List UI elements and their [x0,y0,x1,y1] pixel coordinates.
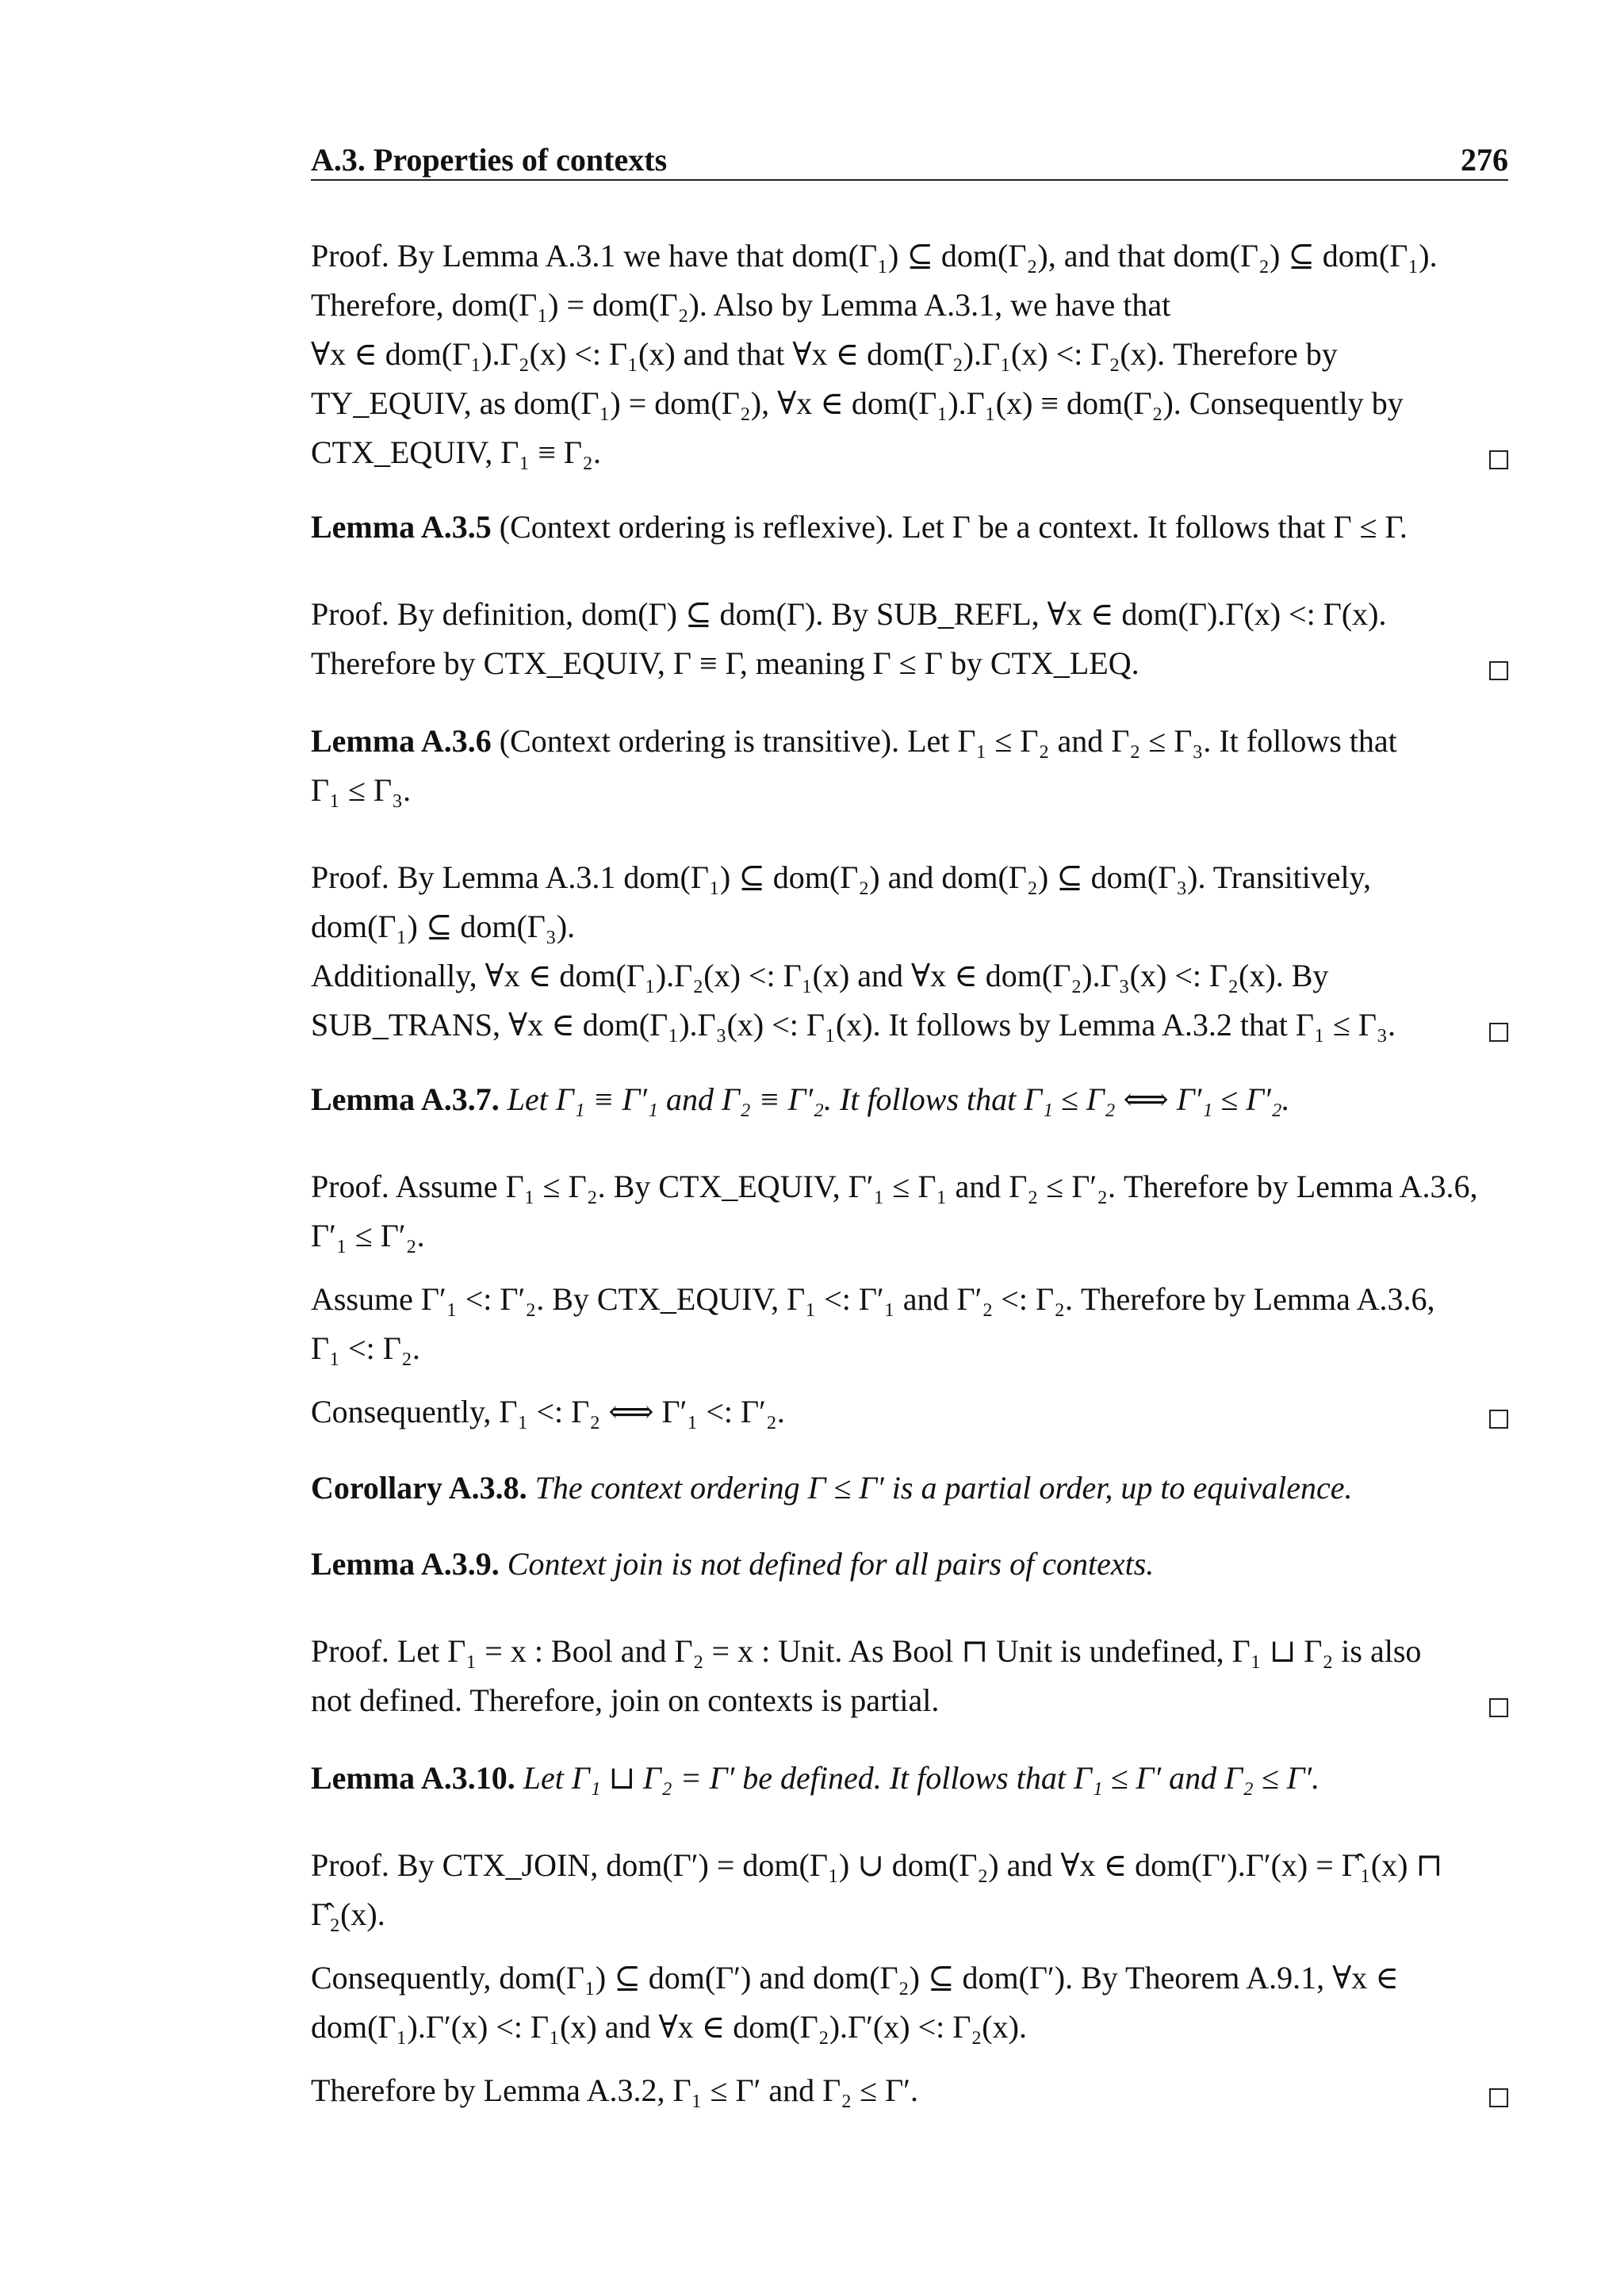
qed-icon [1489,1698,1508,1717]
text-line: Proof. By Lemma A.3.1 we have that dom(Γ₁) ⊆ dom(Γ₂), and that dom(Γ₂) ⊆ dom(Γ₁). [311,238,1438,274]
text-line: Proof. By Lemma A.3.1 dom(Γ₁) ⊆ dom(Γ₂) and dom(Γ₂) ⊆ dom(Γ₃). Transitively, [311,859,1372,895]
proof-block [311,1627,1508,1725]
lemma-label: Lemma A.3.9. [311,1546,500,1582]
lemma-label: Lemma A.3.6 [311,723,492,759]
text-line: Therefore by Lemma A.3.2, Γ₁ ≤ Γ′ and Γ₂ ≤ Γ′. [311,2072,919,2108]
page-number: 276 [1461,142,1508,178]
section-title: A.3. Properties of contexts [311,142,668,178]
corollary-block [311,1464,1508,1513]
proof-paragraph [311,1387,1508,1437]
text-line: Proof. By definition, dom(Γ) ⊆ dom(Γ). By SUB_REFL, ∀x ∈ dom(Γ).Γ(x) <: Γ(x). [311,596,1387,632]
text-line: Γ₁ ≤ Γ₃. [311,772,412,808]
qed-icon [1489,450,1508,469]
proof-block [311,1841,1508,1939]
lemma-block [311,1754,1508,1803]
lemma-label: Lemma A.3.7. [311,1081,500,1117]
text-line: TY_EQUIV, as dom(Γ₁) = dom(Γ₂), ∀x ∈ dom(Γ₁).Γ₁(x) ≡ dom(Γ₂). Consequently by [311,385,1404,421]
text-line: Therefore, dom(Γ₁) = dom(Γ₂). Also by Lemma A.3.1, we have that [311,287,1171,323]
proof-block [311,1162,1508,1261]
proof-paragraph [311,2066,1508,2115]
lemma-statement: Context join is not defined for all pairs of contexts. [507,1546,1155,1582]
qed-icon [1489,1410,1508,1429]
lemma-statement: (Context ordering is reflexive). Let Γ be a context. It follows that Γ ≤ Γ. [499,509,1408,545]
text-line: Consequently, Γ₁ <: Γ₂ ⟺ Γ′₁ <: Γ′₂. [311,1394,785,1429]
lemma-statement: (Context ordering is transitive). Let Γ₁ ≤ Γ₂ and Γ₂ ≤ Γ₃. It follows that [499,723,1397,759]
text-line: Proof. By CTX_JOIN, dom(Γ′) = dom(Γ₁) ∪ dom(Γ₂) and ∀x ∈ dom(Γ′).Γ′(x) = Γ̂₁(x) ⊓ [311,1847,1443,1883]
text-line: Assume Γ′₁ <: Γ′₂. By CTX_EQUIV, Γ₁ <: Γ′₁ and Γ′₂ <: Γ₂. Therefore by Lemma A.3.6, [311,1281,1435,1317]
text-line: Proof. Let Γ₁ = x : Bool and Γ₂ = x : Unit. As Bool ⊓ Unit is undefined, Γ₁ ⊔ Γ₂ is also [311,1633,1422,1669]
lemma-label: Lemma A.3.5 [311,509,492,545]
text-line: CTX_EQUIV, Γ₁ ≡ Γ₂. [311,434,601,470]
corollary-label: Corollary A.3.8. [311,1470,527,1506]
lemma-statement: Let Γ₁ ⊔ Γ₂ = Γ′ be defined. It follows that Γ₁ ≤ Γ′ and Γ₂ ≤ Γ′. [523,1760,1320,1796]
lemma-block [311,1075,1508,1124]
proof-block [311,853,1508,1050]
text-line: not defined. Therefore, join on contexts is partial. [311,1682,940,1718]
lemma-label: Lemma A.3.10. [311,1760,515,1796]
qed-icon [1489,661,1508,680]
page-header [311,135,1508,181]
text-line: Consequently, dom(Γ₁) ⊆ dom(Γ′) and dom(Γ₂) ⊆ dom(Γ′). By Theorem A.9.1, ∀x ∈ [311,1960,1399,1996]
lemma-statement: Let Γ₁ ≡ Γ′₁ and Γ₂ ≡ Γ′₂. It follows that Γ₁ ≤ Γ₂ ⟺ Γ′₁ ≤ Γ′₂. [507,1081,1290,1117]
text-line: ∀x ∈ dom(Γ₁).Γ₂(x) <: Γ₁(x) and that ∀x ∈ dom(Γ₂).Γ₁(x) <: Γ₂(x). Therefore by [311,336,1338,372]
text-line: Γ₁ <: Γ₂. [311,1330,420,1366]
lemma-block [311,1540,1508,1589]
text-line: Additionally, ∀x ∈ dom(Γ₁).Γ₂(x) <: Γ₁(x) and ∀x ∈ dom(Γ₂).Γ₃(x) <: Γ₂(x). By [311,958,1329,993]
proof-paragraph [311,1954,1508,2052]
lemma-block [311,503,1508,552]
text-line: SUB_TRANS, ∀x ∈ dom(Γ₁).Γ₃(x) <: Γ₁(x). It follows by Lemma A.3.2 that Γ₁ ≤ Γ₃. [311,1007,1396,1043]
text-line: dom(Γ₁).Γ′(x) <: Γ₁(x) and ∀x ∈ dom(Γ₂).Γ′(x) <: Γ₂(x). [311,2009,1027,2045]
corollary-statement: The context ordering Γ ≤ Γ′ is a partial order, up to equivalence. [534,1470,1353,1506]
proof-block [311,590,1508,688]
text-line: Therefore by CTX_EQUIV, Γ ≡ Γ, meaning Γ ≤ Γ by CTX_LEQ. [311,645,1139,681]
qed-icon [1489,2088,1508,2107]
lemma-block [311,717,1508,815]
text-line: dom(Γ₁) ⊆ dom(Γ₃). [311,909,576,944]
text-line: Γ̂₂(x). [311,1896,385,1932]
proof-block [311,232,1508,477]
text-line: Γ′₁ ≤ Γ′₂. [311,1218,425,1253]
text-line: Proof. Assume Γ₁ ≤ Γ₂. By CTX_EQUIV, Γ′₁ ≤ Γ₁ and Γ₂ ≤ Γ′₂. Therefore by Lemma A.3.6, [311,1169,1478,1204]
proof-paragraph [311,1275,1508,1373]
qed-icon [1489,1023,1508,1042]
